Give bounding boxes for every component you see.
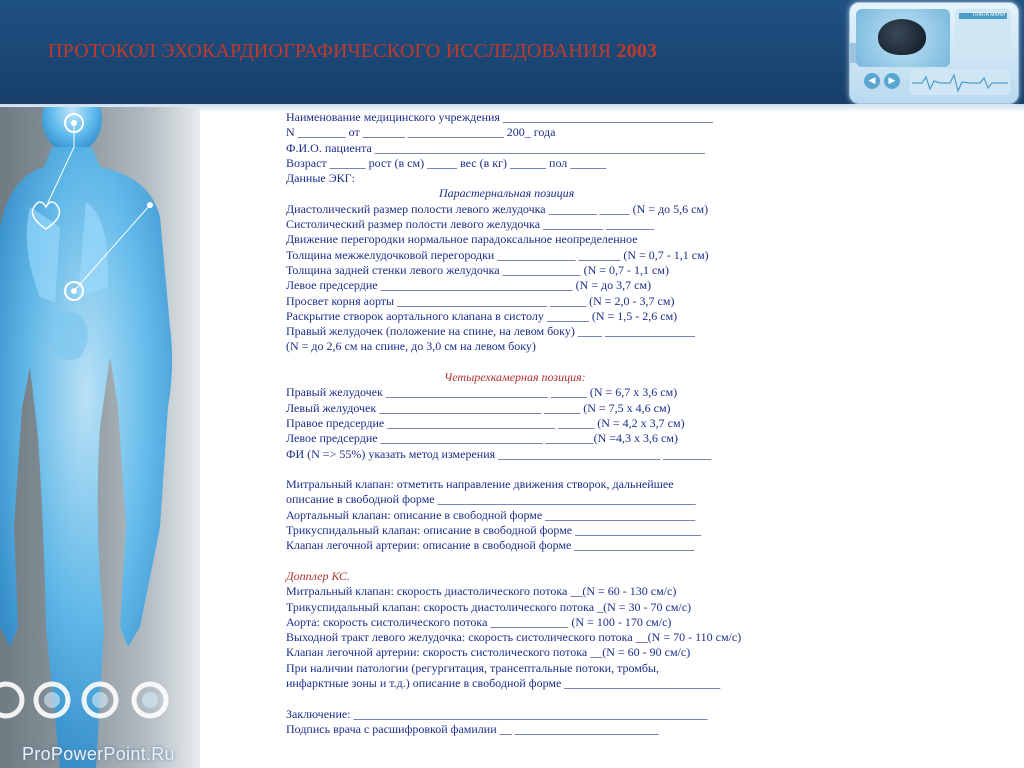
form-line: Трикуспидальный клапан: скорость диастолического потока _(N = 30 - 70 см/с) — [286, 599, 692, 614]
form-line: инфарктные зоны и т.д.) описание в свободной форме __________________________ — [286, 675, 721, 690]
spacer — [286, 355, 1006, 370]
form-line: ФИ (N => 55%) указать метод измерения ___________________________ ________ — [286, 446, 712, 461]
rewind-icon: ◀ — [864, 73, 880, 89]
section-heading-parasternal: Парастернальная позиция — [439, 186, 575, 201]
form-line: Левое предсердие ________________________________ (N = до 3,7 см) — [286, 278, 652, 293]
monitor-waveform — [910, 69, 1010, 95]
form-line: Наименование медицинского учреждения ___________________________________ — [286, 110, 713, 124]
brand-watermark: ProPowerPoint.Ru — [22, 744, 175, 764]
form-line: Правое предсердие ____________________________ ______ (N = 4,2 х 3,7 см) — [286, 415, 685, 430]
form-line: Аортальный клапан: описание в свободной форме _________________________ — [286, 507, 696, 522]
form-line: При наличии патологии (регургитация, трансептальные потоки, тромбы, — [286, 660, 659, 675]
form-line: Левый желудочек ___________________________ ______ (N = 7,5 х 4,6 см) — [286, 400, 671, 415]
form-line: Толщина межжелудочковой перегородки _____________ _______ (N = 0,7 - 1,1 см) — [286, 247, 709, 262]
brain-icon — [878, 19, 926, 55]
protocol-form — [286, 110, 1006, 737]
waveform-icon — [910, 69, 1010, 95]
monitor-screen — [856, 9, 950, 67]
monitor-panel — [955, 9, 1011, 59]
form-line: Правый желудочек ___________________________ ______ (N = 6,7 х 3,6 см) — [286, 385, 678, 400]
section-heading-doppler: Допплер КС. — [286, 568, 350, 583]
form-line: Аорта: скорость систолического потока _____________ (N = 100 - 170 см/с) — [286, 614, 672, 629]
form-line: Митральный клапан: скорость диастолического потока __(N = 60 - 130 см/с) — [286, 584, 677, 599]
section-heading-four-chamber: Четырехкамерная позиция: — [444, 370, 586, 385]
form-line: Правый желудочек (положение на спине, на левом боку) ____ _______________ — [286, 324, 695, 339]
form-line: (N = до 2,6 см на спине, до 3,0 см на левом боку) — [286, 339, 536, 354]
form-line: Левое предсердие ___________________________ ________(N =4,3 х 3,6 см) — [286, 431, 678, 446]
form-line: Раскрытие створок аортального клапана в систолу _______ (N = 1,5 - 2,6 см) — [286, 308, 678, 323]
form-line: Клапан легочной артерии: скорость систолического потока __(N = 60 - 90 см/с) — [286, 645, 691, 660]
form-line: Подпись врача с расшифровкой фамилии __ ________________________ — [286, 721, 659, 736]
form-line: Толщина задней стенки левого желудочка _____________ (N = 0,7 - 1,1 см) — [286, 262, 669, 277]
form-line: Движение перегородки нормальное парадоксальное неопределенное — [286, 232, 638, 247]
monitor-widget — [849, 2, 1019, 104]
spacer — [286, 462, 1006, 477]
form-line: Выходной тракт левого желудочка: скорость систолического потока __(N = 70 - 110 см/с) — [286, 630, 742, 645]
form-line: описание в свободной форме ___________________________________________ — [286, 492, 696, 507]
anatomy-panel — [0, 107, 200, 768]
form-line: Просвет корня аорты _________________________ ______ (N = 2,0 - 3,7 см) — [286, 293, 675, 308]
form-line: N ________ от _______ ________________ 200_ года — [286, 125, 556, 140]
spacer — [286, 554, 1006, 569]
form-line: Данные ЭКГ: — [286, 171, 355, 186]
form-line: Заключение: ___________________________________________________________ — [286, 706, 708, 721]
play-icon: ▶ — [884, 73, 900, 89]
spacer — [286, 691, 1006, 706]
form-line: Митральный клапан: отметить направление движения створок, дальнейшее — [286, 477, 674, 492]
monitor-label: ПЛАТА МАНИ — [972, 12, 1005, 18]
form-line: Систолический размер полости левого желудочка __________ ________ — [286, 217, 655, 232]
form-line: Трикуспидальный клапан: описание в свободной форме _____________________ — [286, 523, 702, 538]
title-year: 2003 — [616, 40, 658, 62]
title-text: ПРОТОКОЛ ЭХОКАРДИОГРАФИЧЕСКОГО ИССЛЕДОВАНИЯ — [48, 40, 617, 62]
form-line: Возраст ______ рост (в см) _____ вес (в кг) ______ пол ______ — [286, 155, 607, 170]
form-line: Клапан легочной артерии: описание в свободной форме ____________________ — [286, 538, 695, 553]
form-line: Диастолический размер полости левого желудочка ________ _____ (N = до 5,6 см) — [286, 201, 709, 216]
page-title — [48, 40, 657, 63]
human-body-illustration — [0, 107, 200, 768]
form-line: Ф.И.О. пациента _______________________________________________________ — [286, 140, 705, 155]
